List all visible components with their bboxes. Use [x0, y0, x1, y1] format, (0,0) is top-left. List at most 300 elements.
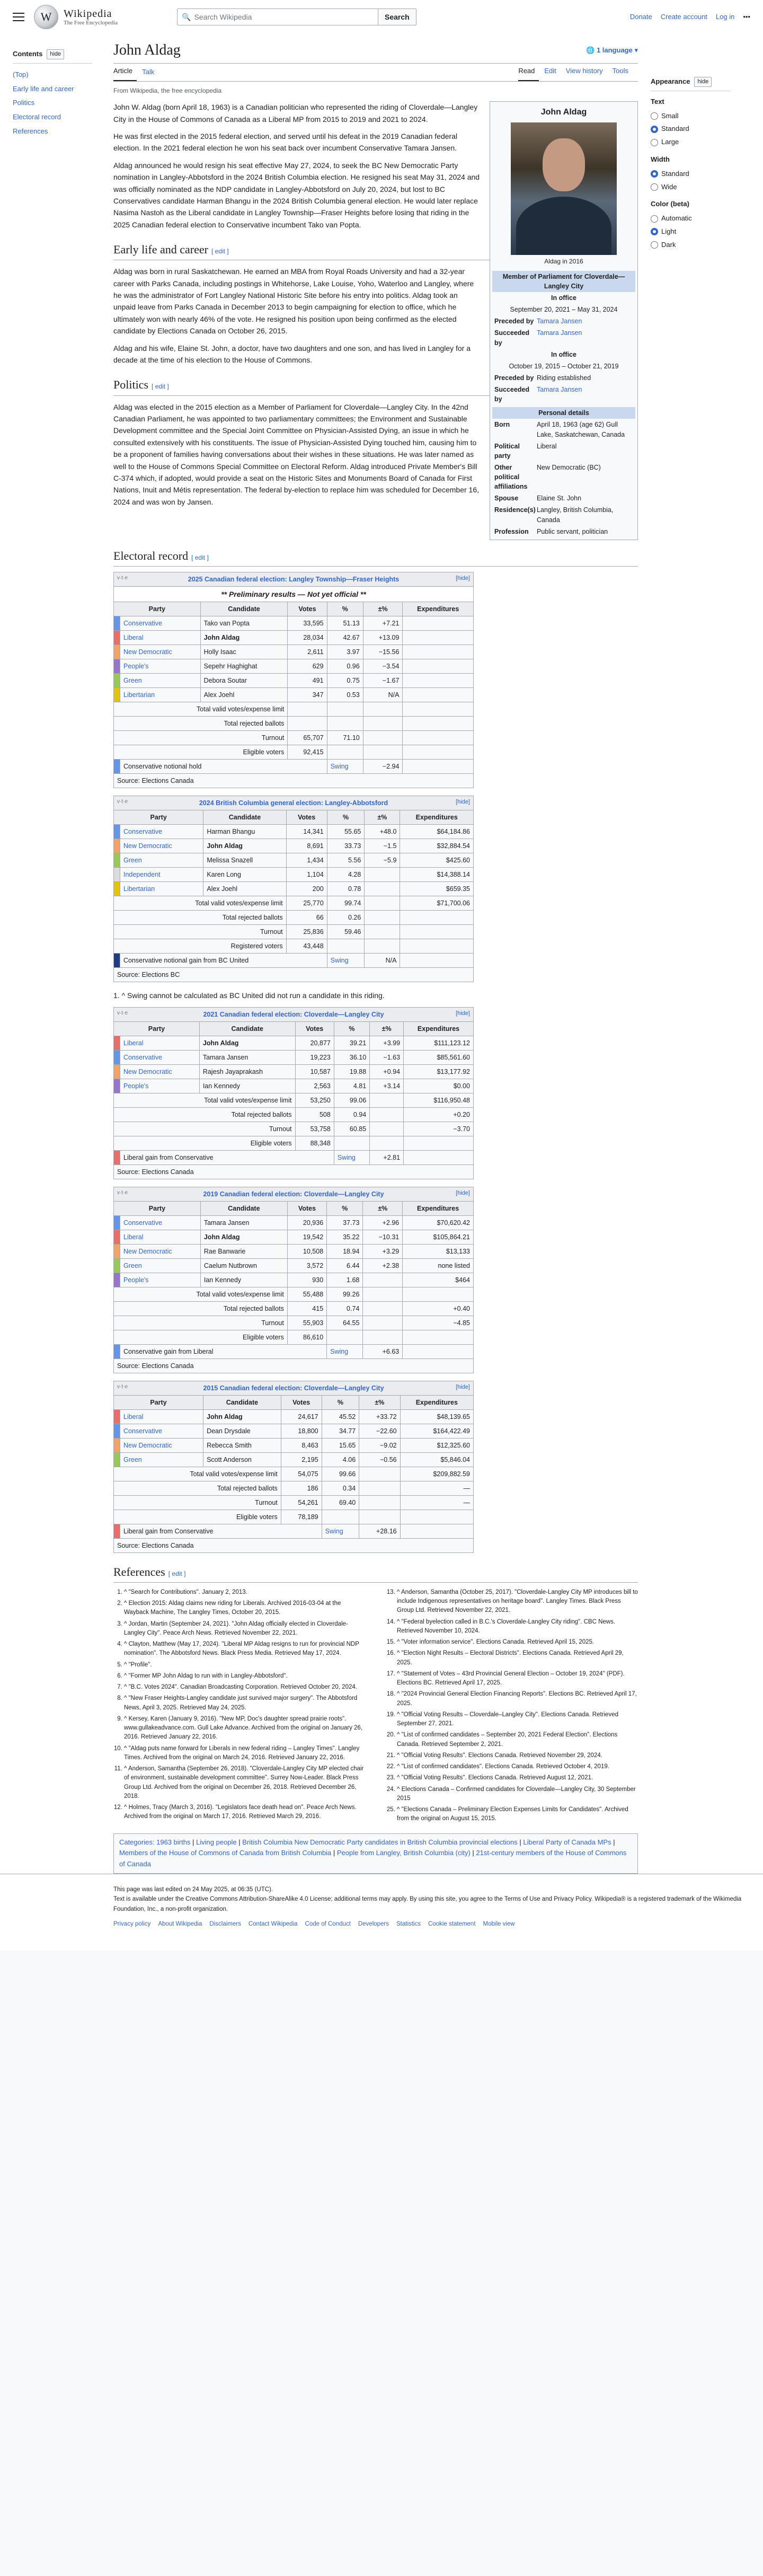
table-cell: 35.22 [327, 1230, 363, 1244]
radio-button[interactable] [651, 126, 658, 133]
total-label: Total valid votes/expense limit [114, 1467, 281, 1481]
intro-paragraph: He was first elected in the 2015 federal election, and served until his defeat in the 2019 Canadian federal election. In the 2021 federal election he won his seat back over incumbent Conservative Tamara Jansen. [113, 131, 458, 153]
table-cell [403, 659, 474, 674]
table-cell[interactable]: Green [120, 1258, 201, 1273]
table-cell: 71.10 [327, 731, 363, 745]
user-link[interactable]: Donate [629, 12, 652, 21]
user-link[interactable]: Create account [660, 12, 707, 21]
party-color-swatch [114, 825, 120, 839]
table-cell: $48,139.65 [400, 1409, 473, 1424]
radio-label: Light [661, 227, 677, 235]
table-cell[interactable]: John Aldag [200, 631, 288, 645]
table-cell: 3,572 [287, 1258, 326, 1273]
toc-item[interactable]: References [13, 127, 48, 135]
total-label: Turnout [114, 1495, 281, 1510]
table-cell[interactable]: Conservative [120, 616, 201, 631]
radio-button[interactable] [651, 170, 658, 178]
table-cell [334, 1136, 369, 1150]
table-cell[interactable]: Caelum Nutbrown [200, 1258, 287, 1273]
table-cell: −3.54 [363, 659, 403, 674]
category-link[interactable]: Members of the House of Commons of Canada from British Columbia [119, 1849, 332, 1857]
election-title-text: 2019 Canadian federal election: Cloverdale—Langley City [203, 1190, 384, 1198]
table-cell: $64,184.86 [400, 825, 474, 839]
infobox-value: New Democratic (BC) [537, 463, 601, 471]
category-link[interactable]: 21st-century members of the House of Commons of Canada [119, 1849, 627, 1868]
table-cell[interactable]: Rajesh Jayaprakash [199, 1064, 295, 1079]
table-cell: +0.94 [370, 1064, 404, 1079]
result-label: Conservative notional hold [120, 760, 327, 774]
footer-link[interactable]: Disclaimers [209, 1921, 241, 1928]
table-cell[interactable]: Alex Joehl [203, 882, 286, 896]
table-cell: 200 [286, 882, 327, 896]
footer-link[interactable]: Developers [358, 1921, 389, 1928]
table-cell: 186 [281, 1481, 322, 1495]
table-cell: 19.88 [334, 1064, 369, 1079]
table-cell[interactable]: New Democratic [120, 1064, 200, 1079]
user-link[interactable]: Log in [715, 12, 735, 21]
table-cell: +13.09 [363, 631, 403, 645]
photo-caption: Aldag in 2016 [544, 258, 583, 266]
table-cell[interactable]: Libertarian [120, 688, 201, 702]
source-cell: Source: Elections Canada [114, 774, 474, 788]
table-cell[interactable]: Independent [120, 868, 203, 882]
infobox-key: Spouse [494, 495, 519, 502]
table-cell[interactable]: New Democratic [120, 1438, 203, 1452]
search-icon: 🔍 [182, 12, 191, 21]
party-color-swatch [114, 645, 120, 659]
table-cell [403, 1287, 474, 1301]
table-cell[interactable]: Dean Drysdale [203, 1424, 281, 1438]
radio-button[interactable] [651, 112, 658, 120]
intro-paragraph: Aldag announced he would resign his seat effective May 27, 2024, to seek the BC New Democratic Party nomination in Langley-Abbotsford in the 2024 British Columbia election. He resigned his seat May 31, 2024 and was officially nominated as the NDP candidate in Langley-Abbotsford on July 20, 2024, but lost to BC Conservatives candidate Harman Bhangu in the 2024 British Columbia general election. He would later replace Nasima Nastoh as the Liberal candidate in Langley Township—Fraser Heights before losing that riding in the 2025 Canadian federal election to Conservative incumbent Tako van Popta. [113, 161, 480, 229]
footer-link[interactable]: Privacy policy [113, 1921, 151, 1928]
table-cell [288, 702, 327, 717]
election-table [113, 796, 474, 982]
table-cell [365, 925, 400, 939]
table-cell: +33.72 [359, 1409, 400, 1424]
table-cell[interactable]: Tamara Jansen [200, 1215, 287, 1230]
total-label: Total valid votes/expense limit [114, 896, 287, 911]
table-cell: 0.26 [327, 911, 365, 925]
table-cell: +0.20 [404, 1107, 474, 1122]
infobox-value: Public servant, politician [537, 527, 608, 535]
total-label: Registered voters [114, 939, 287, 954]
election-table [113, 1381, 474, 1553]
table-cell: 0.96 [327, 659, 363, 674]
total-label: Total rejected ballots [114, 1481, 281, 1495]
table-cell[interactable]: Harman Bhangu [203, 825, 286, 839]
result-label: Liberal gain from Conservative [120, 1524, 322, 1538]
swing-link[interactable]: Swing [322, 1524, 359, 1538]
table-cell [363, 702, 403, 717]
party-color-swatch [114, 1244, 120, 1258]
table-cell[interactable]: Green [120, 853, 203, 868]
table-cell[interactable]: John Aldag [203, 1409, 281, 1424]
table-cell: 8,691 [286, 839, 327, 853]
radio-option[interactable] [651, 110, 730, 123]
section-heading-references: References [ edit ] [113, 1563, 638, 1583]
table-cell: −1.63 [370, 1050, 404, 1064]
radio-label: Wide [661, 182, 677, 191]
party-color-swatch [114, 1230, 120, 1244]
table-cell: −3.70 [404, 1122, 474, 1136]
tab-view-history[interactable]: View history [565, 67, 603, 75]
tagline: From Wikipedia, the free encyclopedia [113, 87, 222, 94]
radio-option[interactable] [651, 225, 730, 239]
table-cell[interactable]: Debora Soutar [200, 674, 288, 688]
table-cell: $164,422.49 [400, 1424, 473, 1438]
table-cell: 2,195 [281, 1452, 322, 1467]
party-color-swatch [114, 688, 120, 702]
total-label: Eligible voters [114, 745, 288, 760]
table-cell [403, 717, 474, 731]
table-cell: +2.38 [363, 1258, 403, 1273]
table-cell: 99.74 [327, 896, 365, 911]
column-header: ±% [370, 1021, 404, 1036]
table-cell: −22.60 [359, 1424, 400, 1438]
column-header: Votes [281, 1395, 322, 1409]
column-header: Party [114, 1395, 203, 1409]
infobox-row [492, 526, 635, 537]
table-cell [359, 1481, 400, 1495]
column-header: Candidate [203, 1395, 281, 1409]
table-cell: 55.65 [327, 825, 365, 839]
radio-option[interactable] [651, 167, 730, 181]
table-cell: 51.13 [327, 616, 363, 631]
table-cell: 2,563 [295, 1079, 334, 1093]
election-title-text: 2024 British Columbia general election: Langley-Abbotsford [199, 799, 388, 807]
category-link[interactable]: Living people [196, 1838, 237, 1846]
toc-item[interactable]: (Top) [13, 70, 29, 78]
radio-label: Dark [661, 240, 676, 249]
reference-item: 20. ^ "List of confirmed candidates – September 20, 2021 Federal Election". Elections Canada. Retrieved September 2, 2021. [397, 1731, 638, 1749]
radio-label: Small [661, 111, 679, 120]
total-row [114, 1467, 474, 1481]
vte-links[interactable]: v·t·e [117, 575, 128, 581]
radio-option[interactable] [651, 212, 730, 225]
main-content [113, 34, 638, 1874]
infobox-row [492, 492, 635, 504]
party-color-swatch [114, 1344, 120, 1358]
total-label: Eligible voters [114, 1510, 281, 1524]
radio-option[interactable] [651, 239, 730, 252]
table-cell: 0.74 [327, 1301, 363, 1316]
table-cell[interactable]: Rae Banwarie [200, 1244, 287, 1258]
table-cell[interactable]: Liberal [120, 631, 201, 645]
radio-button[interactable] [651, 183, 658, 191]
table-cell: $111,123.12 [404, 1036, 474, 1050]
table-cell: 59.46 [327, 925, 365, 939]
table-cell: 4.06 [322, 1452, 359, 1467]
radio-label: Standard [661, 169, 689, 178]
column-header: Expenditures [404, 1021, 474, 1036]
tab-tools[interactable]: Tools [612, 67, 628, 75]
table-cell: $105,864.21 [403, 1230, 474, 1244]
election-hide-button[interactable]: [hide] [456, 799, 470, 806]
toc-item[interactable]: Early life and career [13, 84, 74, 93]
table-cell [363, 731, 403, 745]
table-cell [403, 702, 474, 717]
table-cell [403, 631, 474, 645]
tab-talk[interactable]: Talk [142, 68, 155, 76]
toc-title: Contents [13, 50, 43, 58]
site-header [0, 0, 763, 34]
table-cell[interactable]: Liberal [120, 1409, 203, 1424]
footer-link[interactable]: Cookie statement [428, 1921, 476, 1928]
table-cell[interactable]: Tako van Popta [200, 616, 288, 631]
column-header: Candidate [203, 810, 286, 825]
infobox-row [492, 419, 635, 440]
party-color-swatch [114, 1524, 120, 1538]
reference-item: 13. ^ Anderson, Samantha (October 25, 2017). "Cloverdale-Langley City MP introduces bill to include Indigenous representatives on heritage board". Langley Times. Black Press Group Ltd. Retrieved November 22, 2021. [397, 1588, 638, 1616]
table-cell: 0.78 [327, 882, 365, 896]
table-cell[interactable]: Holly Isaac [200, 645, 288, 659]
tab-read[interactable]: Read [518, 66, 539, 81]
table-cell: $5,846.04 [400, 1452, 473, 1467]
toc-hide-button[interactable]: hide [47, 49, 64, 60]
category-link[interactable]: British Columbia New Democratic Party candidates in British Columbia provincial elections [242, 1838, 518, 1846]
election-hide-button[interactable]: [hide] [456, 1010, 470, 1017]
column-header: ±% [363, 602, 403, 616]
election-table [113, 1007, 474, 1179]
footnote: 1. ^ Swing cannot be calculated as BC United did not run a candidate in this riding. [113, 991, 385, 1000]
swing-link[interactable]: Swing [327, 1344, 363, 1358]
party-color-swatch [114, 1079, 120, 1093]
tab-edit[interactable]: Edit [544, 67, 556, 75]
table-cell[interactable]: Alex Joehl [200, 688, 288, 702]
party-color-swatch [114, 659, 120, 674]
table-cell[interactable]: Green [120, 1452, 203, 1467]
appearance-hide-button[interactable]: hide [694, 77, 712, 87]
table-cell: 88,348 [295, 1136, 334, 1150]
swing-link[interactable]: Swing [327, 760, 363, 774]
table-cell [322, 1510, 359, 1524]
table-cell[interactable]: New Democratic [120, 839, 203, 853]
table-cell: 1,104 [286, 868, 327, 882]
swing-link[interactable]: Swing [334, 1150, 369, 1165]
election-title [114, 1187, 474, 1201]
toc-item[interactable]: Politics [13, 99, 35, 107]
reference-item: 24. ^ Elections Canada – Confirmed candidates for Cloverdale—Langley City, 30 September 2015 [397, 1785, 638, 1804]
category-link[interactable]: Liberal Party of Canada MPs [523, 1838, 611, 1846]
table-cell [403, 616, 474, 631]
table-cell [359, 1495, 400, 1510]
vte-links[interactable]: v·t·e [117, 799, 128, 805]
election-hide-button[interactable]: [hide] [456, 1383, 470, 1390]
table-cell: 10,508 [287, 1244, 326, 1258]
footer-link[interactable]: Mobile view [483, 1921, 515, 1928]
total-row [114, 1136, 474, 1150]
infobox-value: Elaine St. John [537, 495, 582, 502]
table-cell: +2.96 [363, 1215, 403, 1230]
site-logo[interactable] [34, 5, 156, 29]
footer-link[interactable]: Statistics [396, 1921, 421, 1928]
table-cell[interactable]: Libertarian [120, 882, 203, 896]
portrait-photo[interactable] [511, 122, 617, 255]
column-header: Party [114, 1021, 200, 1036]
source-cell: Source: Elections Canada [114, 1358, 474, 1373]
page-title: John Aldag [113, 42, 181, 59]
election-title [114, 1007, 474, 1021]
radio-button[interactable] [651, 228, 658, 235]
infobox-key: Political party [494, 442, 520, 460]
table-cell[interactable]: People's [120, 1273, 201, 1287]
radio-button[interactable] [651, 241, 658, 249]
total-row [114, 1316, 474, 1330]
search-button[interactable]: Search [378, 8, 416, 25]
table-cell: 39.21 [334, 1036, 369, 1050]
reference-item: 25. ^ "Elections Canada – Preliminary Election Expenses Limits for Candidates". Archived from the original on August 15, 2015. [397, 1805, 638, 1824]
election-title [114, 796, 474, 810]
table-cell[interactable]: Conservative [120, 1424, 203, 1438]
total-row [114, 1122, 474, 1136]
table-cell[interactable]: Melissa Snazell [203, 853, 286, 868]
infobox-row [492, 504, 635, 525]
appearance-panel: Appearance hide Text Small Standard Large Width Standard Wide Color (beta) Automatic Light Dark [651, 34, 730, 1874]
vte-links[interactable]: v·t·e [117, 1189, 128, 1196]
section-heading-early-life: Early life and career [ edit ] [113, 240, 638, 260]
table-cell: $71,700.06 [400, 896, 474, 911]
infobox-key: Profession [494, 527, 529, 535]
radio-option[interactable] [651, 181, 730, 194]
preliminary-notice: ** Preliminary results — Not yet official ** [114, 586, 474, 602]
election-title [114, 1381, 474, 1395]
table-cell: −9.02 [359, 1438, 400, 1452]
toc-item[interactable]: Electoral record [13, 113, 61, 121]
language-button[interactable]: 🌐 1 language ▾ [586, 46, 638, 55]
reference-item: 7. ^ "B.C. Votes 2024". Canadian Broadcasting Corporation. Retrieved October 20, 2024. [124, 1683, 365, 1692]
table-cell[interactable]: New Democratic [120, 645, 201, 659]
table-cell [403, 745, 474, 760]
reference-item: 3. ^ Jordan, Martin (September 24, 2021). "John Aldag officially elected in Cloverdale-Langley City". Peace Arch News. Retrieved November 22, 2021. [124, 1620, 365, 1638]
reference-item: 2. ^ Election 2015: Aldag claims new riding for Liberals. Archived 2016-03-04 at the Wayback Machine, The Langley Times, October 20, 2015. [124, 1599, 365, 1618]
table-cell: 5.56 [327, 853, 365, 868]
table-cell[interactable]: Ian Kennedy [200, 1273, 287, 1287]
more-options-icon[interactable]: ••• [743, 12, 750, 21]
total-label: Total rejected ballots [114, 1107, 296, 1122]
table-cell: $659.35 [400, 882, 474, 896]
reference-item: 18. ^ "2024 Provincial General Election Financing Reports". Elections BC. Retrieved April 17, 2025. [397, 1690, 638, 1708]
total-label: Eligible voters [114, 1136, 296, 1150]
table-cell: 33,595 [288, 616, 327, 631]
paragraph: Aldag and his wife, Elaine St. John, a doctor, have two daughters and one son, and has lived in Langley for a decade at the time of his election to the House of Commons. [113, 343, 471, 365]
table-cell: 99.66 [322, 1467, 359, 1481]
radio-button[interactable] [651, 215, 658, 223]
table-cell[interactable]: John Aldag [203, 839, 286, 853]
table-cell: 19,223 [295, 1050, 334, 1064]
total-row [114, 1093, 474, 1107]
vte-links[interactable]: v·t·e [117, 1383, 128, 1390]
column-header: Party [114, 1201, 201, 1215]
menu-icon[interactable] [13, 13, 24, 21]
table-cell [400, 911, 474, 925]
table-cell: 20,936 [287, 1215, 326, 1230]
party-color-swatch [114, 1036, 120, 1050]
table-cell [363, 1287, 403, 1301]
section-heading-politics: Politics [ edit ] [113, 375, 638, 395]
intro-paragraph: John W. Aldag (born April 18, 1963) is a Canadian politician who represented the riding of Cloverdale—Langley City in the House of Commons of Canada as a Liberal MP from 2015 to 2019 and 2021 to 2024. [113, 103, 478, 123]
election-hide-button[interactable]: [hide] [456, 575, 470, 581]
reference-item: 17. ^ "Statement of Votes – 43rd Provincial General Election – October 19, 2024" (PDF). Elections BC. Retrieved April 17, 2025. [397, 1670, 638, 1688]
category-link[interactable]: 1963 births [156, 1838, 191, 1846]
reference-item: 15. ^ "Voter information service". Elections Canada. Retrieved April 15, 2025. [397, 1638, 638, 1647]
table-cell: −1.67 [363, 674, 403, 688]
total-label: Turnout [114, 925, 287, 939]
election-hide-button[interactable]: [hide] [456, 1189, 470, 1196]
total-row [114, 925, 474, 939]
table-cell[interactable]: Scott Anderson [203, 1452, 281, 1467]
table-cell[interactable]: Liberal [120, 1230, 201, 1244]
table-cell[interactable]: John Aldag [199, 1036, 295, 1050]
total-label: Total valid votes/expense limit [114, 1093, 296, 1107]
table-cell[interactable]: Rebecca Smith [203, 1438, 281, 1452]
table-cell[interactable]: Green [120, 674, 201, 688]
tab-article[interactable]: Article [113, 66, 137, 81]
table-cell [327, 1330, 363, 1344]
table-cell [327, 745, 363, 760]
table-cell [363, 1316, 403, 1330]
table-cell: 2,611 [288, 645, 327, 659]
table-cell[interactable]: People's [120, 659, 201, 674]
search-input[interactable]: 🔍 Search Wikipedia [177, 8, 378, 25]
radio-option[interactable] [651, 136, 730, 149]
table-cell[interactable]: New Democratic [120, 1244, 201, 1258]
table-cell[interactable]: Conservative [120, 1050, 200, 1064]
table-cell: 20,877 [295, 1036, 334, 1050]
vte-links[interactable]: v·t·e [117, 1010, 128, 1016]
table-cell: 6.44 [327, 1258, 363, 1273]
table-cell[interactable]: Ian Kennedy [199, 1079, 295, 1093]
party-color-swatch [114, 853, 120, 868]
infobox: John Aldag Aldag in 2016 Member of Parliament for Cloverdale—Langley City In office September 20, 2021 – May 31, 2024 Preceded by Tamara Jansen Succeeded by Tamara Jansen In office October 19, 2015 – October 21, 2019 Preceded by Riding established Succeeded by Tamara Jansen Personal details Born April 18, 1963 (age 62) Gull Lake, Saskatchewan, Canada Political party Liberal Other political affiliations New Democratic (BC) Spouse Elaine St. John Residence(s) Langley, British Columbia, Canada Profession Public servant, politician [490, 101, 638, 540]
reference-item: 12. ^ Holmes, Tracy (March 3, 2016). "Legislators face death head on". Peace Arch News. Archived from the original on March 17, 2016. Retrieved March 29, 2016. [124, 1803, 365, 1822]
table-cell[interactable]: John Aldag [200, 1230, 287, 1244]
footer-link[interactable]: Code of Conduct [305, 1921, 351, 1928]
table-cell[interactable]: People's [120, 1079, 200, 1093]
footer-link[interactable]: About Wikipedia [158, 1921, 202, 1928]
swing-link[interactable]: Swing [327, 954, 365, 968]
table-cell[interactable]: Tamara Jansen [199, 1050, 295, 1064]
footer-link[interactable]: Contact Wikipedia [248, 1921, 298, 1928]
total-row [114, 1495, 474, 1510]
table-cell[interactable]: Karen Long [203, 868, 286, 882]
table-cell[interactable]: Liberal [120, 1036, 200, 1050]
category-link[interactable]: People from Langley, British Columbia (city) [336, 1849, 471, 1857]
table-cell [403, 645, 474, 659]
result-label: Conservative notional gain from BC United [120, 954, 327, 968]
radio-option[interactable] [651, 122, 730, 136]
column-header: ±% [359, 1395, 400, 1409]
total-row [114, 702, 474, 717]
table-cell: 3.97 [327, 645, 363, 659]
table-cell: 65,707 [288, 731, 327, 745]
table-cell[interactable]: Conservative [120, 1215, 201, 1230]
table-cell[interactable]: Sepehr Haghighat [200, 659, 288, 674]
column-header: Party [114, 602, 201, 616]
radio-button[interactable] [651, 139, 658, 146]
table-cell[interactable]: Conservative [120, 825, 203, 839]
party-color-swatch [114, 1409, 120, 1424]
party-color-swatch [114, 631, 120, 645]
table-cell: +3.14 [370, 1079, 404, 1093]
radio-label: Standard [661, 125, 689, 133]
party-color-swatch [114, 674, 120, 688]
column-header: Expenditures [400, 810, 474, 825]
party-color-swatch [114, 760, 120, 774]
table-cell: $70,620.42 [403, 1215, 474, 1230]
table-cell [370, 1107, 404, 1122]
column-header: % [327, 810, 365, 825]
